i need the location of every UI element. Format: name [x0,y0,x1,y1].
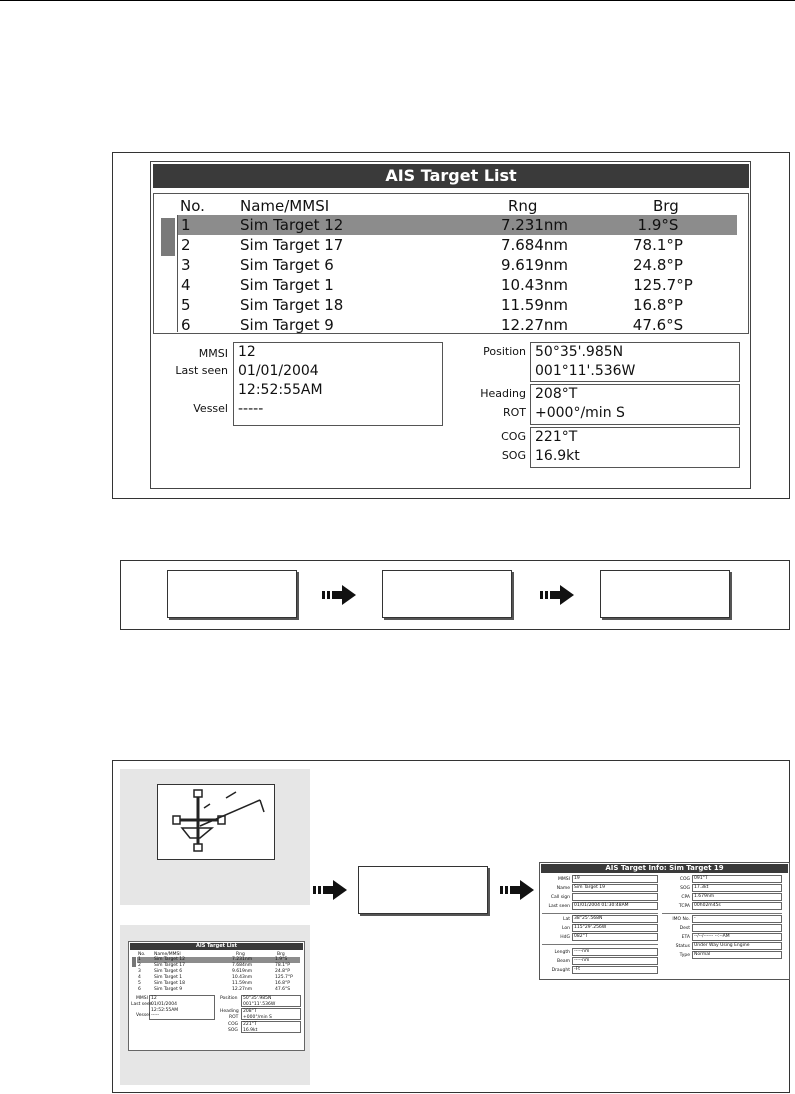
info-lon-value: 115°29'.256W [574,925,607,930]
rot-label: ROT [502,406,526,419]
thumb-row-name: Sim Target 17 [154,963,185,968]
info-beam-label: Beam [557,959,570,964]
thumb-scroll-thumb [132,957,136,967]
thumb-row-brg: 1.9°S [275,957,288,962]
row-no: 4 [181,276,191,294]
arrow-right-icon [313,879,349,901]
info-sog-label: SOG [680,886,690,891]
info-eta-label: ETA [681,935,690,940]
arrow-right-icon [500,879,536,901]
row-brg: 16.8°P [633,296,683,314]
row-name: Sim Target 12 [240,216,344,234]
cog-label: COG [501,430,526,443]
lon-value: 001°11'.536W [535,363,636,379]
table-row[interactable] [178,215,737,235]
info-mmsi-label: MMSI [558,877,570,882]
arrow-right-icon [322,584,358,606]
thumb-row-no: 1 [138,957,141,962]
row-rng: 10.43nm [500,276,568,294]
thumb-heading-value: 208°T [243,1009,257,1014]
softkey-1[interactable] [167,570,297,618]
info-divider [542,944,658,945]
thumb-time-value: 12:52:55AM [151,1008,179,1013]
info-sog-value: 17.3kt [694,885,709,890]
thumb-row-name: Sim Target 12 [154,957,185,962]
target-info-title: AIS Target Info: Sim Target 19 [541,864,788,873]
info-draught-value: -Ft [574,967,580,972]
table-row[interactable] [178,235,737,255]
info-lat-value: 38°25'.568N [574,916,603,921]
sog-label: SOG [501,449,526,462]
info-divider [662,913,782,914]
info-cpa-value: 1.679nm [694,894,715,899]
thumb-rot-value: +000°/min S [243,1015,272,1020]
row-name: Sim Target 1 [240,276,334,294]
info-tcpa-value: 00h02m45s [694,903,721,908]
row-rng: 7.684nm [500,236,568,254]
thumb-col-brg: Brg [277,952,285,957]
thumb-row-name: Sim Target 6 [154,969,183,974]
position-label: Position [483,345,526,358]
info-status-value: Under Way Using Engine [694,943,750,948]
row-brg: 125.7°P [633,276,693,294]
thumb-title: AIS Target List [130,943,303,950]
info-type-label: Type [679,953,690,958]
col-header-brg: Brg [653,197,679,215]
row-rng: 11.59nm [500,296,568,314]
vessel-value: ----- [238,401,264,417]
row-name: Sim Target 6 [240,256,334,274]
table-row[interactable] [178,315,737,335]
row-no: 2 [181,236,191,254]
row-brg: 1.9°S [637,216,679,234]
info-cog-value: 091°T [694,876,708,881]
thumb-row-brg: 47.6°S [275,987,291,992]
thumb-col-name: Name/MMSI [154,952,181,957]
info-lon-label: Lon [561,926,570,931]
softkey-view-target[interactable] [358,866,488,914]
date-value: 01/01/2004 [238,363,319,379]
arrow-right-icon [540,584,576,606]
info-hdg-value: 082°T [574,934,588,939]
row-name: Sim Target 18 [240,296,344,314]
list-scrollbar-thumb[interactable] [161,218,175,256]
vessel-label: Vessel [193,402,228,415]
info-callsign-box [572,893,658,901]
info-last-seen-label: Last seen [548,904,570,909]
row-rng: 12.27nm [500,316,568,334]
thumb-row-rng: 9.619nm [232,969,253,974]
info-tcpa-label: TCPA [678,904,690,909]
row-rng: 9.619nm [500,256,568,274]
row-name: Sim Target 9 [240,316,334,334]
sog-value: 16.9kt [535,448,580,464]
info-dest-box [692,924,782,932]
thumb-lat-value: 50°35'.985N [243,996,272,1001]
thumb-lon-value: 001°11'.536W [243,1002,276,1007]
table-row[interactable] [178,275,737,295]
thumb-cog-value: 221°T [243,1022,257,1027]
row-no: 6 [181,316,191,334]
thumb-date-value: 01/01/2004 [151,1002,177,1007]
thumb-row-no: 3 [138,969,141,974]
thumb-row-rng: 7.684nm [232,963,253,968]
info-name-label: Name [556,886,570,891]
info-cog-label: COG [679,877,690,882]
info-cpa-label: CPA [681,895,690,900]
thumb-last-seen-label: Last seen [131,1002,153,1007]
thumb-row-no: 5 [138,981,141,986]
thumb-row-no: 4 [138,975,141,980]
info-imo-label: IMO No. [672,917,690,922]
info-length-value: -----nm [574,949,590,954]
thumb-row-rng: 7.231nm [232,957,253,962]
info-imo-value: - [694,916,696,921]
thumb-cog-label: COG [228,1022,239,1027]
info-eta-value: --/--/------ --:--AM [694,934,730,939]
thumb-vessel-label: Vessel [136,1013,151,1018]
row-no: 3 [181,256,191,274]
thumb-row-name: Sim Target 9 [154,987,183,992]
info-dest-label: Dest [679,926,690,931]
info-callsign-label: Call sign [550,895,570,900]
thumb-mmsi-label: MMSI [136,996,148,1001]
thumb-row-brg: 24.8°P [275,969,290,974]
softkey-3[interactable] [600,570,730,618]
mmsi-label: MMSI [198,347,228,360]
thumb-row-no: 2 [138,963,141,968]
info-beam-value: -----nm [574,958,590,963]
info-last-seen-value: 01/01/2004 01:30:48AM [574,903,629,908]
softkey-2[interactable] [382,570,512,618]
thumb-heading-label: Heading [220,1009,239,1014]
thumb-vessel-value: ----- [151,1013,160,1018]
info-type-value: Normal [694,952,711,957]
info-lat-label: Lat [562,917,570,922]
info-hdg-label: HdG [560,935,570,940]
row-brg: 47.6°S [632,316,684,334]
info-length-label: Length [554,950,570,955]
screen-title: AIS Target List [153,164,749,188]
info-draught-label: Draught [551,968,570,973]
info-name-value: Sim Target 19 [574,885,605,890]
mmsi-value: 12 [238,344,256,360]
thumb-row-brg: 16.8°P [275,981,290,986]
row-rng: 7.231nm [500,216,568,234]
thumb-row-name: Sim Target 1 [154,975,183,980]
page-top-rule [0,0,795,1]
info-draught-box [572,966,658,974]
table-row[interactable] [178,295,737,315]
thumb-position-label: Position [220,996,238,1001]
thumb-row-rng: 12.27nm [232,987,253,992]
thumb-row-name: Sim Target 18 [154,981,185,986]
time-value: 12:52:55AM [238,382,323,398]
heading-label: Heading [480,387,526,400]
thumb-mmsi-value: 12 [151,996,157,1001]
col-header-name: Name/MMSI [240,197,330,215]
col-header-rng: Rng [508,197,538,215]
cursor-target-icon[interactable] [160,786,272,858]
last-seen-label: Last seen [175,364,228,377]
thumb-sog-value: 16.9kt [243,1028,258,1033]
thumb-row-brg: 125.7°P [275,975,293,980]
col-header-no: No. [180,197,205,215]
heading-value: 208°T [535,386,578,402]
thumb-col-rng: Rng [236,952,245,957]
row-brg: 24.8°P [633,256,683,274]
info-divider [542,913,658,914]
rot-value: +000°/min S [535,405,625,421]
thumb-row-no: 6 [138,987,141,992]
info-mmsi-value: 19 [574,876,580,881]
thumb-row-rng: 10.43nm [232,975,253,980]
row-brg: 78.1°P [633,236,683,254]
row-no: 1 [181,216,191,234]
info-status-label: Status [675,944,690,949]
thumb-col-no: No. [138,952,146,957]
row-no: 5 [181,296,191,314]
cog-value: 221°T [535,429,578,445]
thumb-row-brg: 78.1°P [275,963,290,968]
table-row[interactable] [178,255,737,275]
thumb-sog-label: SOG [228,1028,238,1033]
info-imo-box [692,915,782,923]
row-name: Sim Target 17 [240,236,344,254]
lat-value: 50°35'.985N [535,344,624,360]
thumb-row-rng: 11.59nm [232,981,253,986]
thumb-rot-label: ROT [229,1015,239,1020]
info-mmsi-box [572,875,658,883]
